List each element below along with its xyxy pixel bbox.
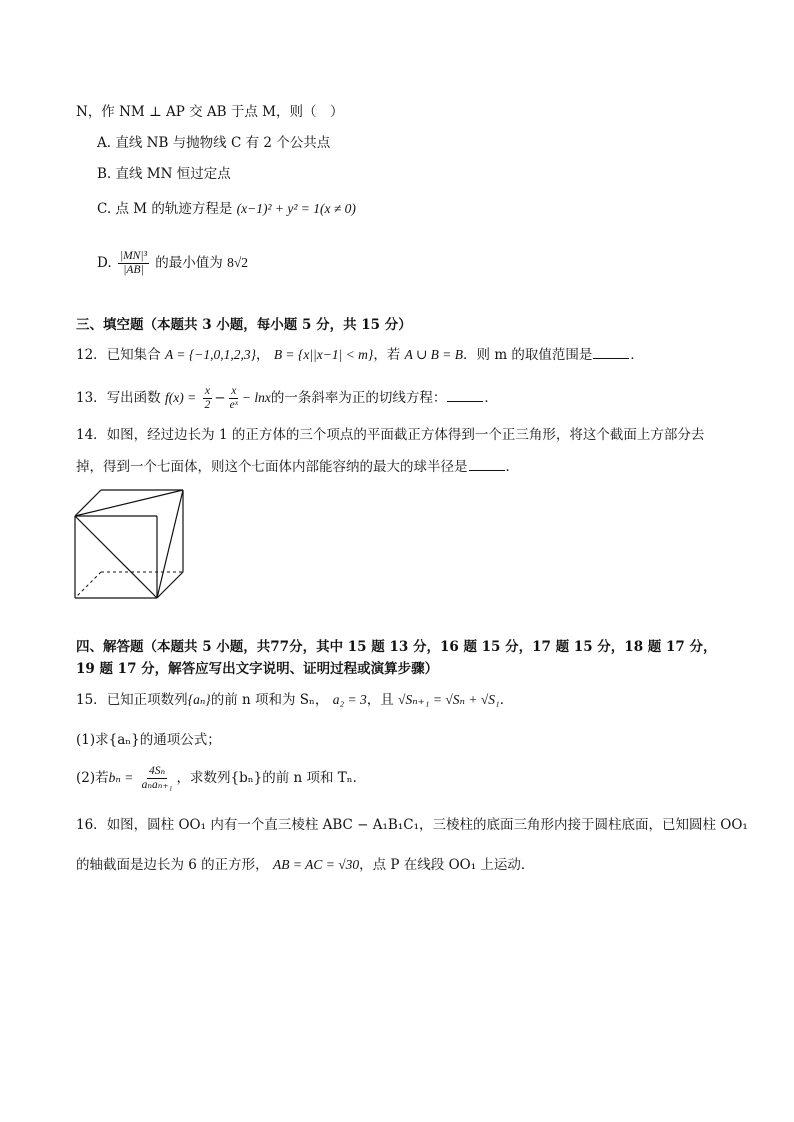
function-tail: − lnx [241, 390, 271, 405]
question-text: 的轴截面是边长为 6 的正方形， [76, 857, 269, 873]
fraction-x-over-ex [228, 385, 240, 412]
option-text: 直线 MN 恒过定点 [115, 166, 231, 182]
fraction-numerator: x [231, 385, 237, 397]
question-text: 掉，得到一个七面体，则这个七面体内部能容纳的最大的球半径是 [76, 459, 468, 475]
function-lhs: f(x) = [164, 390, 197, 405]
given-value: a₂ = 3 [332, 692, 367, 707]
cube-edge [157, 572, 183, 598]
fraction-denominator: 2 [204, 399, 211, 411]
option-letter: D. [97, 255, 112, 271]
option-d [97, 249, 248, 277]
fraction-numerator: x [204, 385, 210, 397]
fraction-numerator: |MN|³ [119, 250, 147, 262]
question-text: 已知集合 [106, 347, 161, 363]
section4-heading-line2: 19 题 17 分，解答应写出文字说明、证明过程或演算步骤） [76, 661, 439, 677]
answer-blank[interactable] [469, 458, 505, 471]
option-text: 的最小值为 [155, 255, 223, 271]
section-edge [157, 490, 183, 598]
question-15-part2 [76, 763, 366, 793]
hidden-edge [75, 572, 101, 598]
question-text: ，求数列{bₙ}的前 n 项和 Tₙ． [176, 770, 367, 786]
question-number: 16． [76, 817, 107, 833]
question-16-line2 [76, 855, 534, 875]
fraction-x-over-2 [203, 385, 213, 412]
option-formula: (x−1)² + y² = 1(x ≠ 0) [236, 201, 356, 216]
option-text: 点 M 的轨迹方程是 [115, 201, 233, 217]
question-text: 写出函数 [106, 390, 161, 406]
bn-lhs: bₙ = [108, 770, 134, 785]
question-14-line1 [76, 425, 704, 445]
truncated-cube-figure [70, 486, 196, 604]
option-fraction [118, 250, 149, 277]
option-b [97, 164, 231, 184]
question-text: ．则 m 的取值范围是 [463, 347, 593, 363]
question-number: 13． [76, 390, 107, 406]
option-letter: C. [97, 201, 112, 217]
question-text: 如图，圆柱 OO₁ 内有一个直三棱柱 ABC − A₁B₁C₁，三棱柱的底面三角形内接于圆柱底面，已知圆柱 OO₁ [106, 817, 748, 833]
question-text: 如图，经过边长为 1 的正方体的三个项点的平面截正方体得到一个正三角形，将这个截面上方部分去 [106, 427, 705, 443]
question-text: ，若 [373, 347, 401, 363]
question-number: 15． [76, 692, 107, 708]
question-number: 12． [76, 347, 107, 363]
cube-edge [75, 490, 101, 516]
question-text: ，点 P 在线段 OO₁ 上运动． [359, 857, 535, 873]
section3-heading: 三、填空题（本题共 3 小题，每小题 5 分，共 15 分） [76, 317, 412, 333]
question-15 [76, 690, 513, 710]
section-edge [75, 490, 183, 516]
answer-blank[interactable] [593, 346, 629, 359]
question-text: ，且 [366, 692, 394, 708]
question-text: 的一条斜率为正的切线方程： [270, 390, 447, 406]
question-15-part1: (1)求{aₙ}的通项公式； [76, 732, 221, 748]
length-formula: AB = AC = √30 [272, 857, 360, 872]
option-text: 直线 NB 与抛物线 C 有 2 个公共点 [115, 135, 331, 151]
sqrt-relation: √Sₙ₊₁ = √Sₙ + √S₁ [398, 692, 500, 707]
question-text: 已知正项数列 [106, 692, 188, 708]
set-b: B = {x||x−1| < m} [273, 347, 374, 362]
condition: A ∪ B = B [404, 347, 464, 362]
question-13: 13．写出函数 f(x) = $\frac{x}{2}$ − $\frac{x}{\text{eˣ}}$ − lnx的一条斜率为正的切线方程： ． [76, 385, 498, 411]
prev-question-continuation: N，作 NM ⊥ AP 交 AB 于点 M，则（ ） [76, 104, 344, 120]
section4-heading-line1: 四、解答题（本题共 5 小题，共77分，其中 15 题 13 分，16 题 15 分，17 题 15 分，18 题 17 分， [76, 639, 717, 655]
punctuation: ． [484, 390, 498, 406]
question-text: ， [256, 347, 270, 363]
question-number: 14． [76, 427, 107, 443]
option-value: 8√2 [227, 255, 248, 270]
question-14-line2 [76, 457, 519, 477]
question-16-line1 [76, 815, 748, 835]
answer-blank[interactable] [447, 389, 483, 402]
fraction-denominator: |AB| [123, 264, 144, 276]
punctuation: ． [499, 692, 514, 708]
punctuation: ． [630, 347, 644, 363]
bn-fraction [140, 765, 175, 792]
question-text: (2)若 [76, 770, 109, 786]
option-c [97, 199, 356, 219]
question-12 [76, 345, 644, 365]
option-a [97, 133, 330, 153]
fraction-denominator: eˣ [229, 399, 238, 411]
option-letter: A. [97, 135, 112, 151]
sequence: {aₙ} [187, 692, 211, 707]
option-letter: B. [97, 166, 112, 182]
set-a: A = {−1,0,1,2,3} [164, 347, 257, 362]
fraction-denominator: aₙaₙ₊₁ [141, 779, 173, 791]
question-text: 的前 n 项和为 Sₙ， [210, 692, 329, 708]
fraction-numerator: 4Sₙ [149, 765, 166, 777]
punctuation: ． [505, 459, 519, 475]
